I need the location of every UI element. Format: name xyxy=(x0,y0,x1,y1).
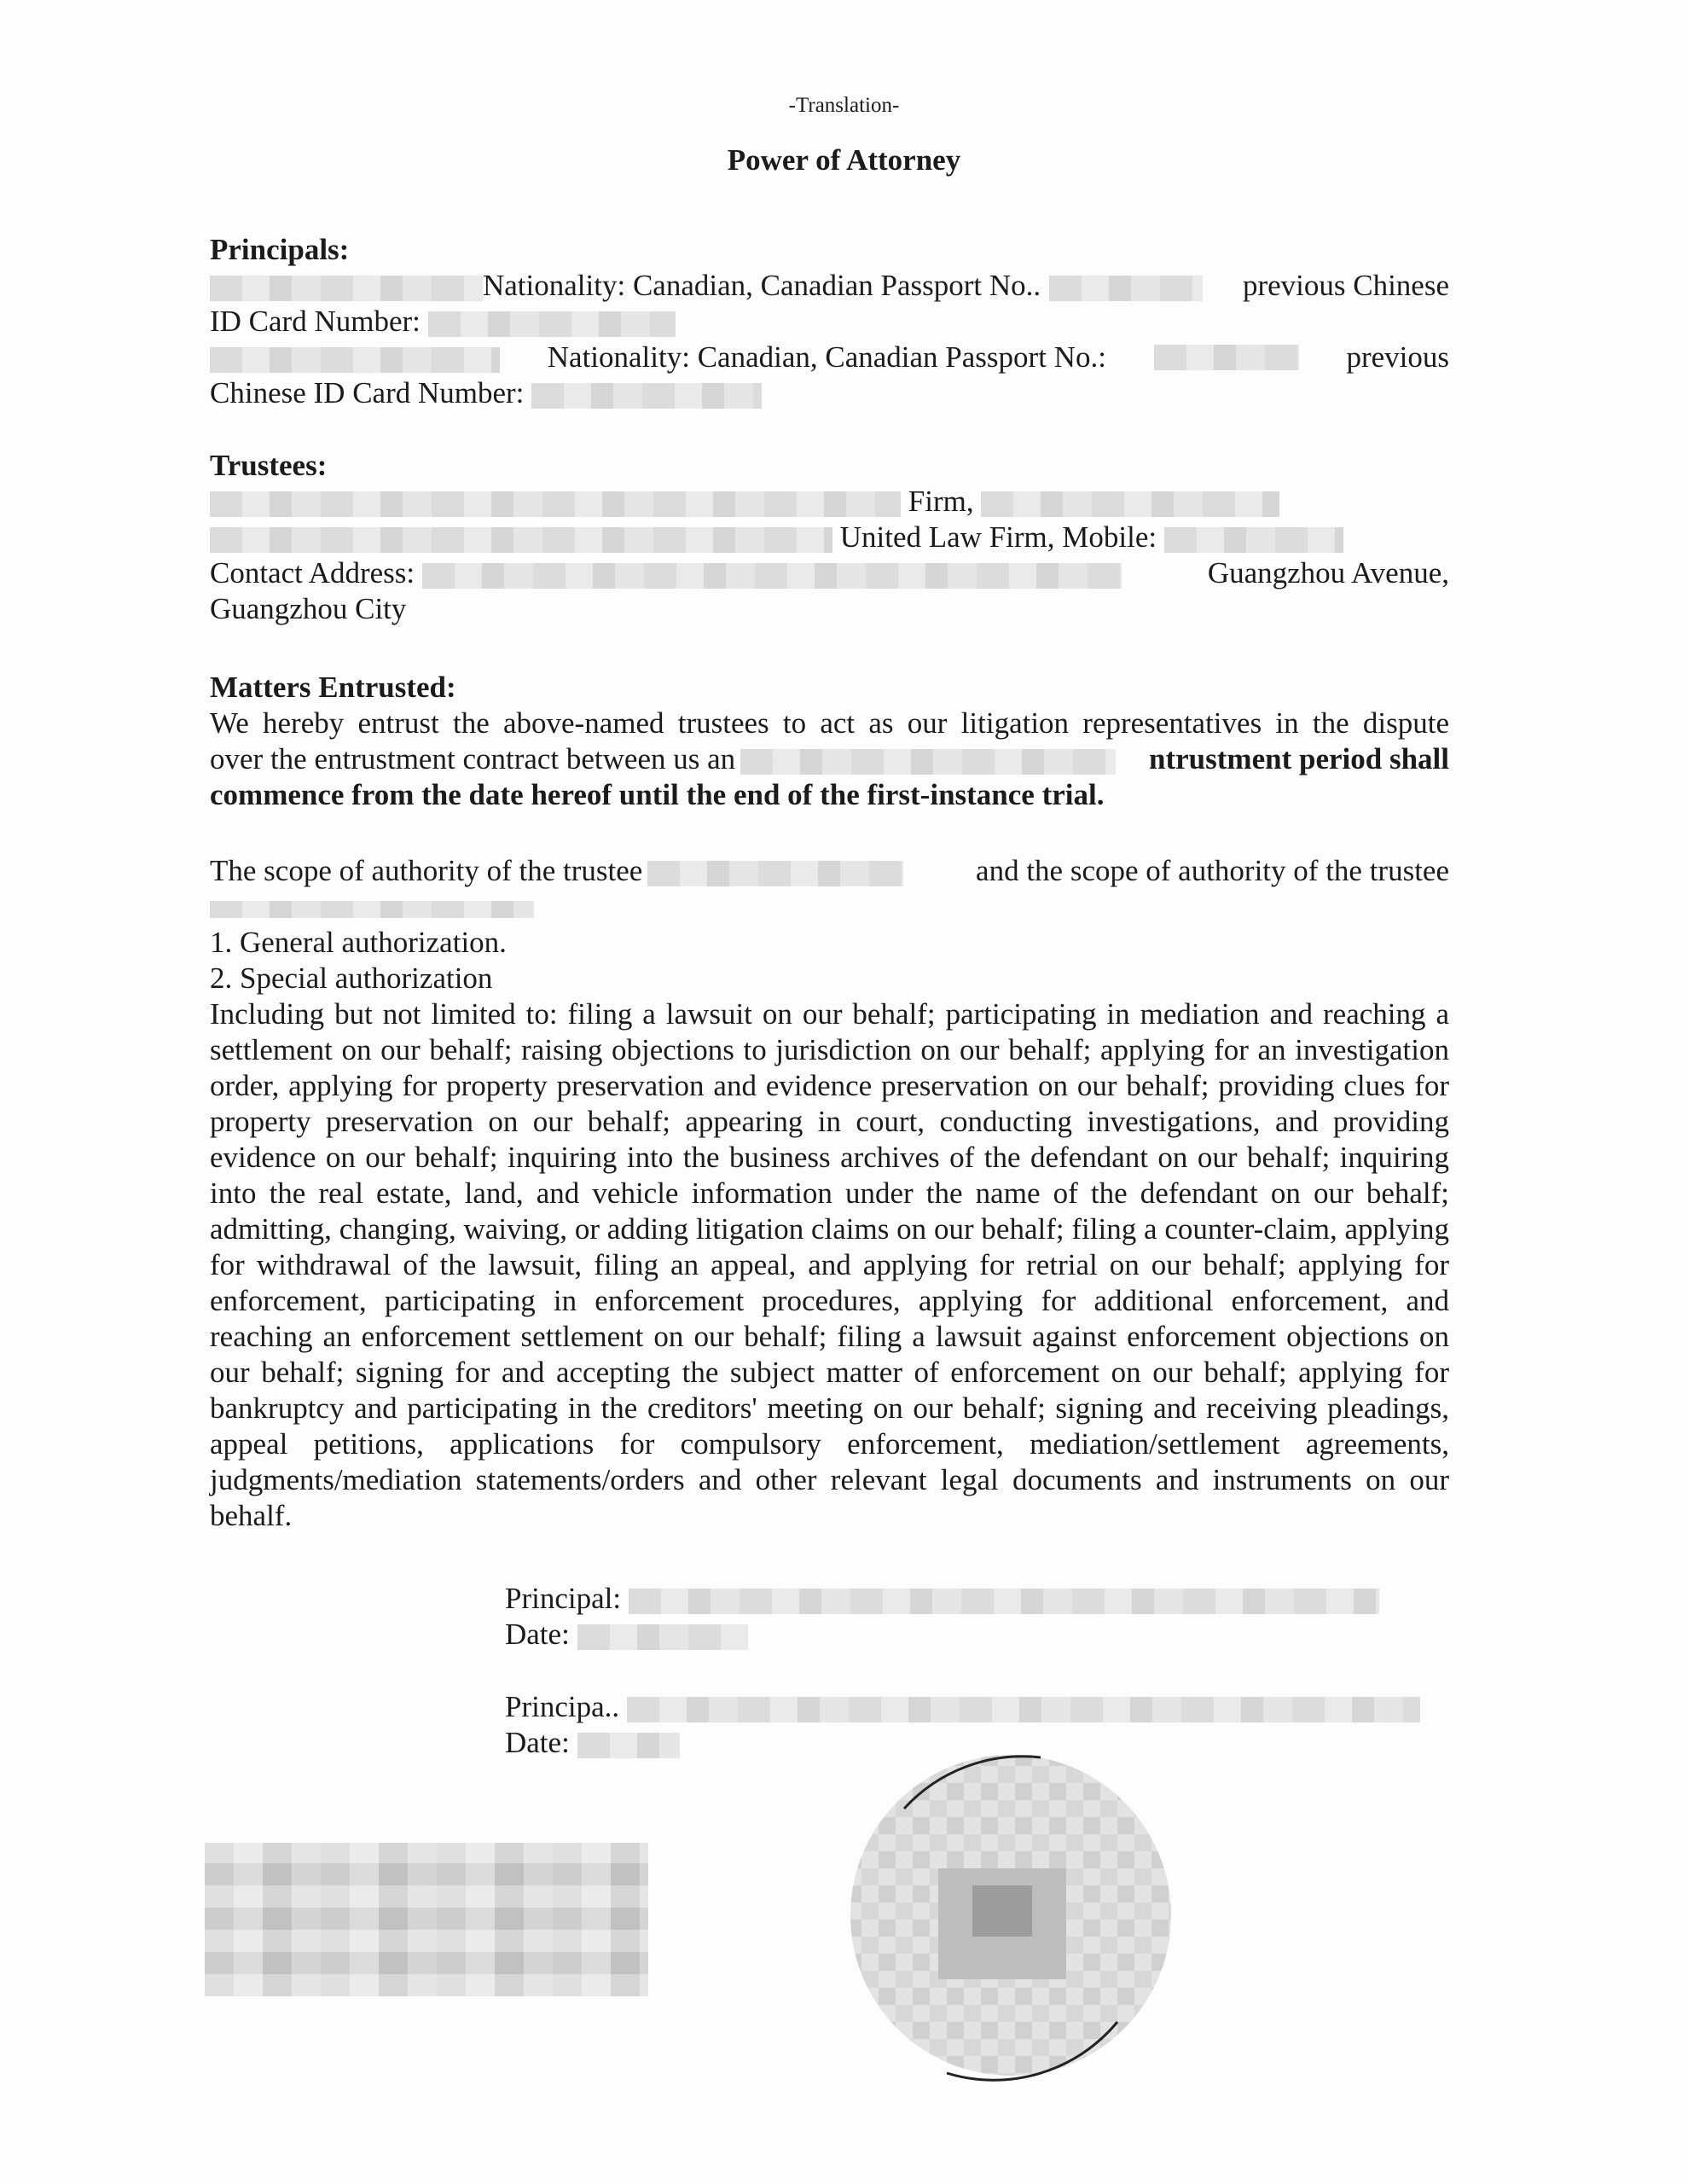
seal-icon xyxy=(844,1749,1177,2082)
trustee-1-firm: Firm, xyxy=(908,485,974,518)
principal-2-sig-label: Principa.. xyxy=(505,1690,620,1723)
trustee-2-firm: United Law Firm, Mobile: xyxy=(839,520,1157,554)
matters-section xyxy=(210,670,1449,813)
principal-2-id-label: Chinese ID Card Number: xyxy=(210,376,525,410)
principal-1-id-label: ID Card Number: xyxy=(210,305,421,338)
contact-label: Contact Address: xyxy=(210,556,415,590)
contact-line xyxy=(210,555,1449,591)
redacted-signature xyxy=(629,1589,1379,1614)
translation-label: -Translation- xyxy=(788,94,900,117)
scope-item-2: 2. Special authorization xyxy=(210,961,493,995)
redacted-name xyxy=(210,276,483,301)
scope-line-2 xyxy=(210,889,1449,925)
trustee-2-line xyxy=(210,520,1449,555)
scope-paragraph: Including but not limited to: filing a lawsuit on our behalf; participating in mediation and reaching a settlement on our behalf; raising objections to jurisdiction on our behalf; applying for an investigation order, applying for property preservation and evidence preservation on our behalf; providing clues for property preservation on our behalf; appearing in court, conducting investigations, and providing evidence on our behalf; inquiring into the business archives of the defendant on our behalf; inquiring into the real estate, land, and vehicle information under the name of the defendant on our behalf; admitting, changing, waiving, or adding litigation claims on our behalf; filing a counter-claim, applying for withdrawal of the lawsuit, filing an appeal, and applying for retrial on our behalf; applying for enforcement, participating in enforcement procedures, applying for additional enforcement, and reaching an enforcement settlement on our behalf; filing a lawsuit against enforcement objections on our behalf; signing for and accepting the subject matter of enforcement on our behalf; applying for bankruptcy and participating in the creditors' meeting on our behalf; signing and receiving pleadings, appeal petitions, applications for compulsory enforcement, mediation/settlement agreements, judgments/mediation statements/orders and other relevant legal documents and instruments on our behalf. xyxy=(210,997,1449,1532)
scope-item-1: 1. General authorization. xyxy=(210,926,507,959)
redacted-trustee xyxy=(210,901,534,918)
scope-line-1-end: and the scope of authority of the trustee xyxy=(976,854,1449,887)
principals-section xyxy=(210,232,1449,411)
principal-1-line xyxy=(210,268,1449,304)
contact-city: Guangzhou City xyxy=(210,592,407,625)
date-1-line xyxy=(505,1617,1443,1653)
contact-end: Guangzhou Avenue, xyxy=(1207,556,1449,590)
redacted-mobile xyxy=(981,491,1279,517)
trustee-1-line xyxy=(210,484,1449,520)
date-2-label: Date: xyxy=(505,1726,570,1759)
principal-1-signature-line xyxy=(505,1581,1443,1617)
trustees-heading: Trustees: xyxy=(210,449,328,482)
scope-line-1 xyxy=(210,853,1449,889)
redacted-passport xyxy=(1049,276,1203,301)
matters-heading: Matters Entrusted: xyxy=(210,671,456,704)
company-seal xyxy=(844,1749,1177,2082)
principal-2-line xyxy=(210,340,1449,375)
scope-line-1-start: The scope of authority of the trustee xyxy=(210,854,643,887)
signature-block-1 xyxy=(505,1581,1443,1653)
redacted-passport xyxy=(1154,345,1299,370)
redacted-trustee xyxy=(210,491,901,517)
redacted-name xyxy=(210,347,500,373)
date-1-label: Date: xyxy=(505,1618,570,1651)
trustees-section xyxy=(210,448,1449,627)
redacted-id xyxy=(428,311,676,337)
document-title: Power of Attorney xyxy=(727,143,961,177)
matters-line-2 xyxy=(210,741,1449,777)
redacted-trustee xyxy=(647,861,903,886)
principal-2-id-line xyxy=(210,375,1449,411)
redacted-id xyxy=(531,383,762,409)
matters-line-1: We hereby entrust the above-named trustees to act as our litigation representatives in the dispute xyxy=(210,706,1449,740)
redacted-address xyxy=(422,563,1122,589)
redacted-signature xyxy=(627,1697,1420,1722)
matters-line-2-start: over the entrustment contract between us an xyxy=(210,742,736,775)
principal-2-previous: previous xyxy=(1346,340,1449,374)
matters-line-2-bold: ntrustment period shall xyxy=(1149,742,1449,775)
scope-section xyxy=(210,853,1449,1534)
redacted-party xyxy=(740,749,1116,775)
redacted-date xyxy=(577,1624,748,1650)
principal-1-sig-label: Principal: xyxy=(505,1582,622,1615)
redacted-handwritten-signature xyxy=(205,1843,648,1996)
principals-heading: Principals: xyxy=(210,233,350,266)
matters-line-3: commence from the date hereof until the end of the first-instance trial. xyxy=(210,778,1105,811)
principal-1-nationality: Nationality: Canadian, Canadian Passport No.. xyxy=(483,269,1041,302)
redacted-date xyxy=(577,1733,680,1758)
principal-1-id-line xyxy=(210,304,1449,340)
redacted-trustee xyxy=(210,527,832,553)
redacted-mobile xyxy=(1164,527,1343,553)
principal-2-signature-line xyxy=(505,1689,1443,1725)
principal-2-nationality: Nationality: Canadian, Canadian Passport No.: xyxy=(547,340,1106,374)
principal-1-previous: previous Chinese xyxy=(1242,269,1449,302)
